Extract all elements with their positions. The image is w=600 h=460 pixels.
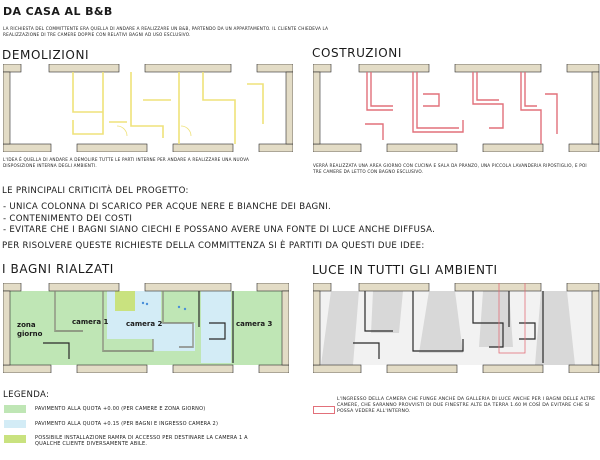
criticita-heading: LE PRINCIPALI CRITICITÀ DEL PROGETTO: [2,186,189,196]
criticita-item-2: - CONTENIMENTO DEI COSTI [3,214,133,224]
costruzioni-plan [313,64,600,152]
criticita-item-1: - UNICA COLONNA DI SCARICO PER ACQUE NERE E BIANCHE DEI BAGNI. [3,202,332,212]
costruzioni-caption: VERRÀ REALIZZATA UNA AREA GIORNO CON CUCINA E SALA DA PRANZO, UNA PICCOLA LAVANDERIA RIPOSTIGLIO, E POI TRE CAMERE DA LETTO CON BAGNO ESCLUSIVO. [313,163,587,174]
legend-label-level-0: PAVIMENTO ALLA QUOTA +0.00 (PER CAMERE E ZONA GIORNO) [35,406,206,412]
level-15-floor-bath-3 [201,291,231,363]
bagni-rialzati-title: I BAGNI RIALZATI [2,262,114,276]
luce-caption: L'INGRESSO DELLA CAMERA CHE FUNGE ANCHE DA GALLERIA DI LUCE ANCHE PER I BAGNI DELLE ALTRE CAMERE, CHE SARANNO PROVVISTI DI DUE FINESTRE ALTE DA TERRA 1.60 M COSÌ DA EVITARE CHE SI POSSA VEDERE ALL'INTERNO. [337,397,596,414]
costruzioni-new-walls [365,72,557,144]
luce-title: LUCE IN TUTTI GLI AMBIENTI [312,263,498,277]
legend-label-level-15: PAVIMENTO ALLA QUOTA +0.15 (PER BAGNI E INGRESSO CAMERA 2) [35,421,219,427]
costruzioni-exterior-walls [313,64,599,152]
solution-text: PER RISOLVERE QUESTE RICHIESTE DELLA COMMITTENZA SI È PARTITI DA QUESTI DUE IDEE: [2,241,425,251]
legend-title: LEGENDA: [3,390,50,400]
legend-swatch-level-15 [4,420,26,428]
luce-plan [313,283,600,373]
room-label-camera-2: camera 2 [126,320,163,328]
demolizioni-demolished-walls [73,72,263,144]
legend-swatch-ramp [4,435,26,443]
legend-swatch-level-0 [4,405,26,413]
demolizioni-door-arcs [117,126,191,136]
page-title: DA CASA AL B&B [3,5,113,18]
demolizioni-title: DEMOLIZIONI [2,48,90,62]
room-label-zona-giorno: zona giorno [17,321,43,338]
demolizioni-exterior-walls [3,64,293,152]
criticita-item-3: - EVITARE CHE I BAGNI SIANO CIECHI E POSSANO AVERE UNA FONTE DI LUCE ANCHE DIFFUSA. [3,225,436,235]
legend-swatch-light-gallery [313,406,335,414]
demolizioni-plan [3,64,293,152]
ramp-area [115,291,135,311]
room-label-camera-3: camera 3 [236,320,273,328]
intro-text: LA RICHIESTA DEL COMMITTENTE ERA QUELLA DI ANDARE A REALIZZARE UN B&B, PARTENDO DA UN APPARTAMENTO. IL CLIENTE CHIEDEVA LA REALIZZAZIONE DI TRE CAMERE DOPPIE CON RELATIVI BAGNI AD USO ESCLUSIVO. [3,26,329,37]
legend-label-ramp: POSSIBILE INSTALLAZIONE RAMPA DI ACCESSO PER DESTINARE LA CAMERA 1 A QUALCHE CLIENTE DIVERSAMENTE ABILE. [35,435,248,447]
room-label-camera-1: camera 1 [72,318,109,326]
demolizioni-caption: L'IDEA È QUELLA DI ANDARE A DEMOLIRE TUTTE LE PARTI INTERNE PER ANDARE A REALIZZARE UNA NUOVA DISPOSIZIONE INTERNA DEGLI AMBIENTI. [3,157,250,168]
costruzioni-title: COSTRUZIONI [312,46,403,60]
